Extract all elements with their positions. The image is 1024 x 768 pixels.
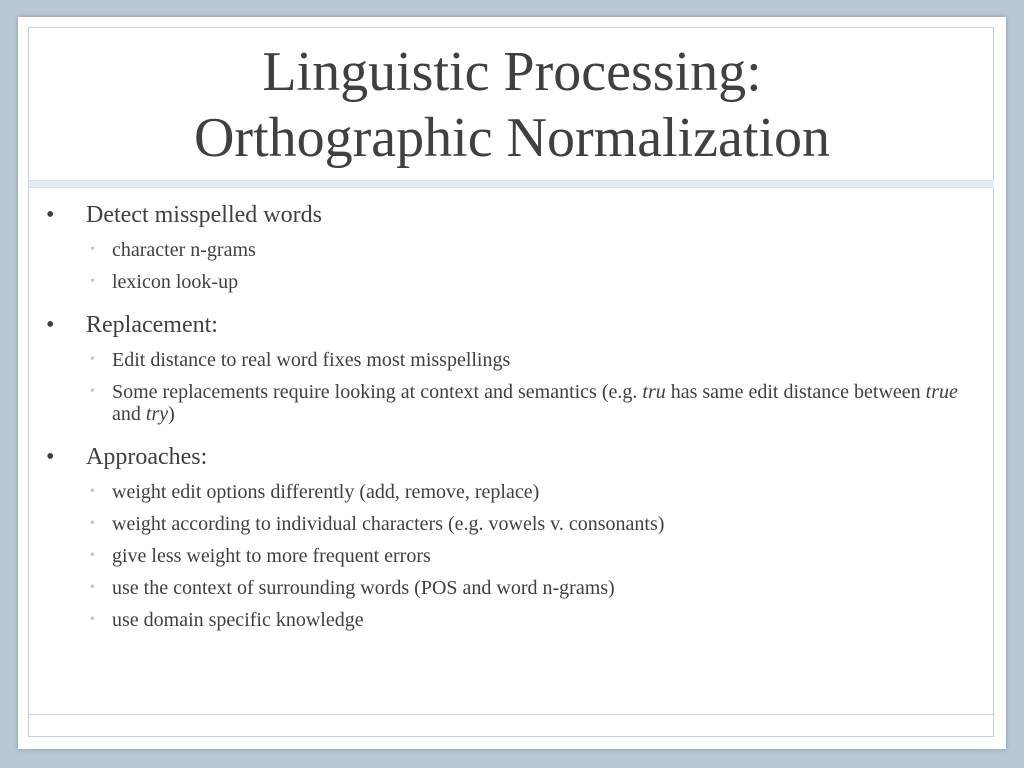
sub-bullet-item [46, 271, 976, 293]
title-divider [29, 180, 994, 188]
example-word-true: true [925, 381, 958, 403]
bullet-dot: • [46, 444, 55, 470]
bullet-item [46, 443, 976, 471]
bullet-text: Replacement: [86, 312, 218, 338]
sub-bullet-item [46, 349, 976, 371]
sub-bullet-item [46, 577, 976, 599]
bullet-item [46, 311, 976, 339]
slide-title [29, 39, 995, 171]
sub-bullet-text: Some replacements require looking at context and semantics (e.g. tru has same edit distance between true and try) [112, 381, 958, 425]
sub-bullet-dot: • [90, 274, 95, 289]
sub-bullet-dot: • [90, 352, 95, 367]
sub-bullet-dot: • [90, 612, 95, 627]
sub-bullet-dot: • [90, 484, 95, 499]
sub-bullet-item [46, 381, 976, 425]
sub-bullet-text: lexicon look-up [112, 271, 239, 293]
slide [18, 17, 1006, 749]
slide-body [46, 201, 976, 649]
example-word-try: try [145, 403, 169, 425]
sub-bullet-dot: • [90, 384, 95, 399]
bullet-group-approaches [46, 443, 976, 631]
sub-bullet-dot: • [90, 242, 95, 257]
sub-bullet-text: weight edit options differently (add, remove, replace) [112, 481, 540, 503]
slide-title-line-2: Orthographic Normalization [193, 107, 830, 169]
bullet-dot: • [46, 202, 55, 228]
sub-bullet-dot: • [90, 516, 95, 531]
sub-bullet-text: use domain specific knowledge [112, 609, 364, 631]
sub-bullet-item [46, 239, 976, 261]
sub-bullet-text: Edit distance to real word fixes most misspellings [112, 349, 511, 371]
sub-bullet-text: use the context of surrounding words (POS and word n-grams) [112, 577, 615, 599]
sub-bullet-item [46, 609, 976, 631]
sub-bullet-item [46, 513, 976, 535]
bullet-group-replacement [46, 311, 976, 425]
bullet-group-detect [46, 201, 976, 293]
bullet-text: Approaches: [86, 444, 208, 470]
example-word-tru: tru [642, 381, 666, 403]
bullet-text: Detect misspelled words [86, 202, 322, 228]
sub-bullet-dot: • [90, 548, 95, 563]
sub-bullet-item [46, 545, 976, 567]
sub-bullet-dot: • [90, 580, 95, 595]
footer-divider [29, 714, 994, 715]
sub-bullet-text: character n-grams [112, 239, 256, 261]
sub-bullet-text: weight according to individual characters (e.g. vowels v. consonants) [112, 513, 665, 535]
bullet-dot: • [46, 312, 55, 338]
slide-title-line-1: Linguistic Processing: [262, 41, 762, 103]
bullet-item [46, 201, 976, 229]
sub-bullet-item [46, 481, 976, 503]
sub-bullet-text: give less weight to more frequent errors [112, 545, 431, 567]
